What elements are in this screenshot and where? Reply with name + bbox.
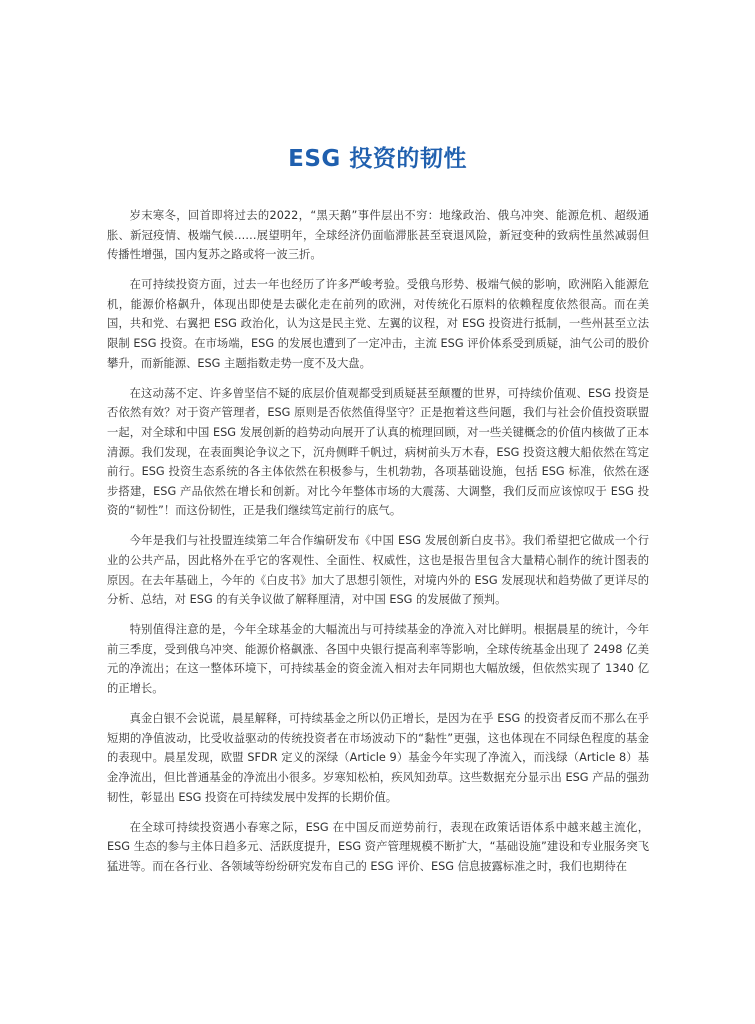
paragraph-4: 今年是我们与社投盟连续第二年合作编研发布《中国 ESG 发展创新白皮书》。我们希望把它做成一个行业的公共产品，因此格外在乎它的客观性、全面性、权威性，这也是报告里包含大量精心制作的统计图表的原因。在去年基础上，今年的《白皮书》加大了思想引领性，对境内外的 ESG 发展现状和趋势做了更详尽的分析、总结，对 ESG 的有关争议做了解释厘清，对中国 ESG 的发展做了预判。: [107, 534, 649, 607]
paragraph-2: 在可持续投资方面，过去一年也经历了许多严峻考验。受俄乌形势、极端气候的影响，欧洲陷入能源危机，能源价格飙升，体现出即使是去碳化走在前列的欧洲，对传统化石原料的依赖程度依然很高。而在美国，共和党、右翼把 ESG 政治化，认为这是民主党、左翼的议程，对 ESG 投资进行抵制，一些州甚至立法限制 ESG 投资。在市场端，ESG 的发展也遭到了一定冲击，主流 ESG 评价体系受到质疑，油气公司的股价攀升，而新能源、ESG 主题指数走势一度不及大盘。: [107, 278, 649, 370]
body-text: [107, 206, 649, 887]
paragraph-3: 在这动荡不定、许多曾坚信不疑的底层价值观都受到质疑甚至颠覆的世界，可持续价值观、ESG 投资是否依然有效？对于资产管理者，ESG 原则是否依然值得坚守？正是抱着这些问题，我们与社会价值投资联盟一起，对全球和中国 ESG 发展创新的趋势动向展开了认真的梳理回顾，对一些关键概念的价值内核做了正本清源。我们发现，在表面舆论争议之下，沉舟侧畔千帆过，病树前头万木春，ESG 投资这艘大船依然在笃定前行。ESG 投资生态系统的各主体依然在积极参与，生机勃勃，各项基础设施，包括 ESG 标准，依然在逐步搭建，ESG 产品依然在增长和创新。对比今年整体市场的大震荡、大调整，我们反而应该惊叹于 ESG 投资的“韧性”！而这份韧性，正是我们继续笃定前行的底气。: [107, 386, 649, 518]
paragraph-1: 岁末寒冬，回首即将过去的2022，“黑天鹅”事件层出不穷：地缘政治、俄乌冲突、能源危机、超级通胀、新冠疫情、极端气候……展望明年，全球经济仍面临滞胀甚至衰退风险，新冠变种的致病性虽然减弱但传播性增强，国内复苏之路或将一波三折。: [107, 209, 649, 262]
paragraph-5: 特别值得注意的是，今年全球基金的大幅流出与可持续基金的净流入对比鲜明。根据晨星的统计，今年前三季度，受到俄乌冲突、能源价格飙涨、各国中央银行提高利率等影响，全球传统基金出现了 2498 亿美元的净流出；在这一整体环境下，可持续基金的资金流入相对去年同期也大幅放缓，但依然实现了 1340 亿的正增长。: [107, 623, 649, 696]
paragraph-6: 真金白银不会说谎，晨星解释，可持续基金之所以仍正增长，是因为在乎 ESG 的投资者反而不那么在乎短期的净值波动，比受收益驱动的传统投资者在市场波动下的“黏性”更强，这也体现在不同绿色程度的基金的表现中。晨星发现，欧盟 SFDR 定义的深绿（Article 9）基金今年实现了净流入，而浅绿（Article 8）基金净流出，但比普通基金的净流出小很多。岁寒知松柏，疾风知劲草。这些数据充分显示出 ESG 产品的强劲韧性，彰显出 ESG 投资在可持续发展中发挥的长期价值。: [107, 712, 649, 804]
paragraph-7: 在全球可持续投资遇小春寒之际，ESG 在中国反而逆势前行，表现在政策话语体系中越来越主流化，ESG 生态的参与主体日趋多元、活跃度提升，ESG 资产管理规模不断扩大，“基础设施”建设和专业服务突飞猛进等。而在各行业、各领域等纷纷研究发布自己的 ESG 评价、ESG 信息披露标准之时，我们也期待在: [107, 820, 649, 873]
page-title: ESG 投资的韧性: [288, 146, 467, 172]
